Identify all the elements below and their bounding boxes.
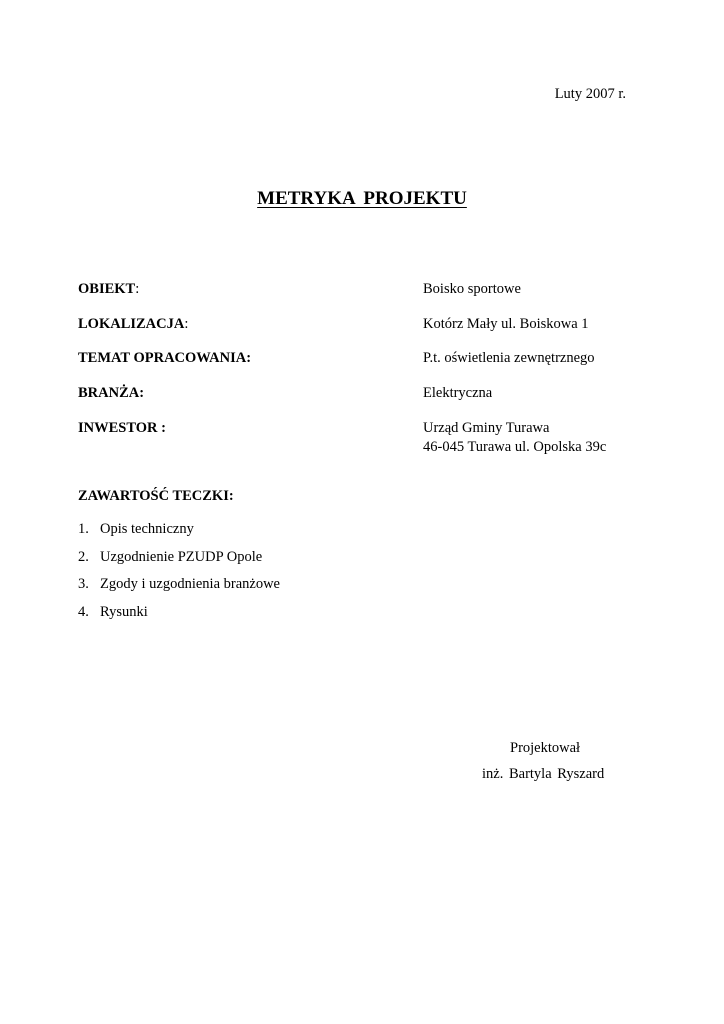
signature-name: inż. Bartyla Ryszard — [482, 766, 605, 782]
field-value-inwestor-address: 46-045 Turawa ul. Opolska 39c — [423, 439, 607, 455]
list-item-number: 2. — [78, 548, 89, 565]
list-item — [78, 549, 280, 577]
signature-label: Projektował — [510, 740, 581, 756]
list-item-text: Rysunki — [100, 603, 148, 620]
field-value-inwestor: Urząd Gminy Turawa — [423, 420, 550, 436]
field-label-inwestor — [78, 420, 166, 437]
contents-heading: ZAWARTOŚĆ TECZKI: — [78, 488, 234, 504]
list-item-number: 3. — [78, 576, 89, 592]
field-label-text: OBIEKT — [78, 281, 136, 297]
field-label-text: LOKALIZACJA — [78, 316, 185, 332]
field-value-temat: P.t. oświetlenia zewnętrznego — [423, 350, 595, 366]
field-value-branza: Elektryczna — [423, 385, 493, 401]
field-label-colon: : — [135, 281, 140, 297]
field-label-text: BRANŻA: — [78, 385, 145, 401]
document-date: Luty 2007 r. — [554, 86, 626, 102]
list-item — [78, 604, 280, 632]
list-item-text: Uzgodnienie PZUDP Opole — [100, 548, 263, 565]
field-value-lokalizacja: Kotórz Mały ul. Boiskowa 1 — [423, 316, 589, 332]
list-item-number: 4. — [78, 603, 89, 620]
contents-list — [78, 521, 280, 631]
field-label-temat — [78, 350, 251, 367]
field-label-obiekt — [78, 281, 139, 298]
field-label-colon: : — [184, 316, 189, 332]
list-item — [78, 521, 280, 549]
document-title: METRYKA PROJEKTU — [257, 188, 467, 209]
field-label-text: INWESTOR : — [78, 420, 166, 436]
list-item — [78, 576, 280, 604]
field-label-branza — [78, 385, 144, 402]
field-label-text: TEMAT OPRACOWANIA: — [78, 350, 252, 366]
field-label-lokalizacja — [78, 316, 188, 333]
list-item-text: Opis techniczny — [100, 521, 194, 537]
list-item-text: Zgody i uzgodnienia branżowe — [100, 576, 280, 592]
list-item-number: 1. — [78, 521, 89, 537]
field-value-obiekt: Boisko sportowe — [423, 281, 521, 297]
